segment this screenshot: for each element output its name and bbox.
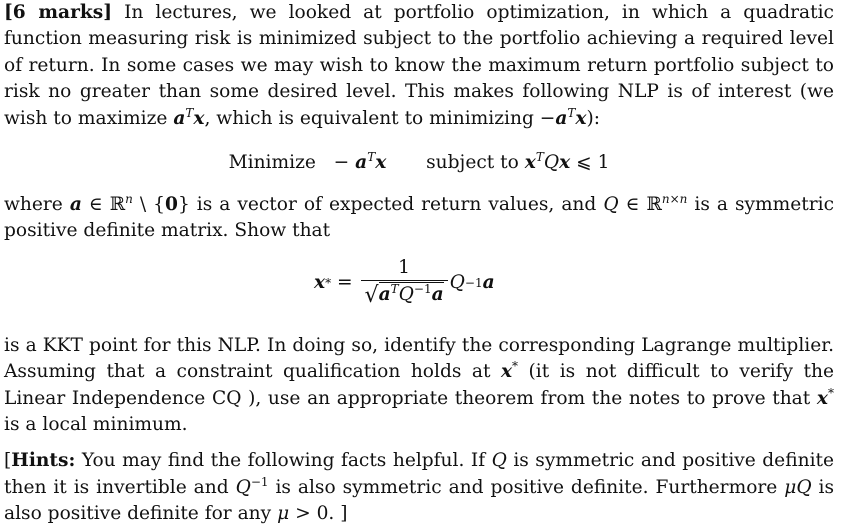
kkt-text-2: (it is not difficult to verify the Linear Independence CQ ), use an appropriate theorem from the notes to prove that (4, 361, 834, 409)
hints-label: Hints: (11, 450, 76, 472)
hints-text-1: You may find the following facts helpful. If (75, 450, 492, 472)
hints-text-5: > 0. ] (289, 503, 348, 525)
eq1-subject: subject to (426, 152, 519, 174)
hints-paragraph: [Hints: You may find the following facts helpful. If Q is symmetric and positive definite then it is invertible and $Q^{-1}$ is also symmetric and positive definite. Furthermore μQ is also positive definite for any μ > 0. ] (4, 450, 834, 525)
where-text-3: \ { (132, 194, 165, 216)
hints-open-bracket: [ (4, 450, 12, 472)
kkt-paragraph: is a KKT point for this NLP. In doing so, identify the corresponding Lagrange multiplier. Assuming that a constraint qualification holds at x* (it is not difficult to verify the Linear Independence CQ ), use an appropriate theorem from the notes to prove that x* is a local minimum. (4, 334, 834, 436)
eq2-lhs: x (314, 271, 326, 293)
eq2-fraction (361, 256, 448, 310)
eq1-minimize: Minimize (228, 152, 316, 174)
eq2-denominator: $√a^TQ^{-1}a$ (364, 281, 444, 308)
where-paragraph: where a ∈ ℝ$^n$ \ {0} is a vector of expected return values, and Q ∈ ℝ$^{n\times n}$ is a symmetric positive definite matrix. Show that (4, 192, 835, 242)
where-text-2: ∈ ℝ (81, 194, 126, 216)
eq2-equals: = (337, 271, 353, 293)
kkt-text-3: is a local minimum. (4, 414, 188, 436)
where-text-5: } is a vector of expected return values, and (177, 194, 604, 216)
where-zero: 0 (164, 194, 178, 216)
kkt-text-1: is a KKT point for this NLP. In doing so, identify the corresponding Lagrange multiplier. Assuming that a constraint qualification holds at (4, 334, 834, 383)
eq2-numerator: 1 (398, 256, 411, 278)
nlp-equation: Minimize − $a^Tx$ subject to $x^TQx$ ⩽ 1 (228, 150, 610, 174)
hints-text-3: is also symmetric and positive definite. Furthermore (268, 476, 785, 498)
eq1-leq: ⩽ 1 (576, 152, 610, 174)
solution-equation: x * = $\frac{1}{√a^TQ^{-1}a}$ Q −1 a (314, 256, 495, 308)
intro-text-1: In lectures, we looked at portfolio optimization, in which a quadratic function measuring risk is minimized subject to the portfolio achieving a required level of return. In some cases we may wish to know the maximum return portfolio subject to risk no greater than some desired level. This makes following NLP is of interest (we wish to maximize (4, 2, 834, 129)
where-text-7: is a symmetric positive definite matrix. Show that (4, 194, 835, 242)
intro-paragraph: [6 marks] In lectures, we looked at portfolio optimization, in which a quadratic function measuring risk is minimized subject to the portfolio achieving a required level of return. In some cases we may wish to know the maximum return portfolio subject to risk no greater than some desired level. This makes following NLP is of interest (we wish to maximize $a^Tx$, which is equivalent to minimizing $-a^Tx$): (4, 2, 834, 129)
intro-text-2: , which is equivalent to minimizing − (204, 107, 556, 129)
where-text-6: ∈ ℝ (618, 194, 662, 216)
eq1-minus: − (333, 152, 350, 174)
intro-text-3: ): (586, 107, 601, 129)
where-text-1: where (4, 194, 70, 216)
marks-label: [6 marks] (4, 2, 113, 23)
hints-text-2: is symmetric and positive definite then it is invertible and (4, 450, 834, 498)
hints-text-4: is also positive definite for any (4, 476, 834, 525)
problem-statement (4, 0, 834, 528)
